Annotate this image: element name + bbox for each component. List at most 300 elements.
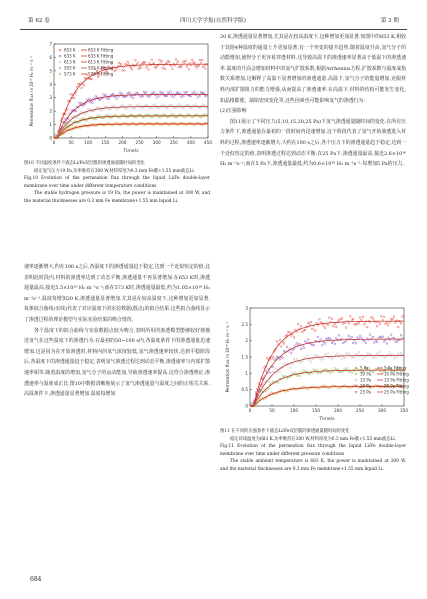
data-point — [331, 318, 333, 320]
data-point — [280, 346, 282, 348]
y-tick-label: 0 — [245, 403, 248, 409]
data-point — [366, 326, 368, 328]
data-point — [369, 334, 371, 336]
x-tick-label: 450 — [204, 140, 212, 145]
data-point — [125, 108, 127, 110]
data-point — [151, 59, 153, 61]
legend-label: 593 K Fitting — [88, 65, 114, 71]
data-point — [379, 323, 381, 325]
data-point — [275, 368, 277, 370]
data-point — [289, 366, 291, 368]
data-point — [113, 93, 115, 95]
data-point — [90, 108, 92, 110]
data-point — [129, 92, 131, 94]
y-tick-label: 2 — [245, 338, 248, 344]
data-point — [334, 323, 336, 325]
data-point — [376, 325, 378, 327]
legend-label: 633 K — [64, 53, 76, 59]
data-point — [174, 65, 176, 67]
x-tick-label: 150 — [312, 408, 320, 413]
y-tick-label: 0.5 — [241, 387, 248, 393]
data-point — [271, 358, 273, 360]
data-point — [185, 60, 187, 62]
legend-marker — [59, 73, 61, 75]
data-point — [310, 361, 312, 363]
y-tick-label: 6 — [49, 54, 52, 60]
data-point — [314, 330, 316, 332]
x-tick-label: 300 — [152, 140, 161, 145]
data-point — [296, 358, 298, 360]
data-point — [396, 357, 398, 359]
data-point — [300, 325, 302, 327]
data-point — [383, 316, 385, 318]
data-point — [361, 337, 363, 339]
data-point — [83, 85, 85, 87]
legend — [59, 48, 114, 77]
legend-label: 25 Pa — [360, 389, 372, 395]
data-point — [279, 358, 281, 360]
data-point — [320, 359, 322, 361]
data-point — [323, 358, 325, 360]
x-tick-label: 50 — [68, 140, 74, 145]
legend-label: 20 Pa Fitting — [384, 383, 409, 389]
data-point — [79, 102, 81, 104]
data-point — [348, 323, 350, 325]
data-point — [292, 363, 294, 365]
data-point — [299, 375, 301, 377]
y-tick-label: 0 — [49, 135, 52, 141]
data-point — [184, 91, 186, 93]
data-point — [309, 324, 311, 326]
data-point — [195, 104, 197, 106]
data-point — [372, 318, 374, 320]
figure10-note-cn: 稳定氢气压力19 Pa,功率维持在300 W,材料厚度为0.3 mm Fe膜+1.55 mm液态Li. — [34, 168, 195, 174]
data-point — [276, 372, 278, 374]
left-body-text — [24, 262, 210, 400]
data-point — [138, 104, 140, 106]
data-point — [297, 323, 299, 325]
legend-label: 613 K Fitting — [88, 59, 114, 65]
data-point — [307, 322, 309, 324]
data-point — [167, 107, 169, 109]
legend-marker — [59, 49, 61, 51]
data-point — [316, 369, 318, 371]
figure11-note-cn: 稳定环境温度为683 K,功率维持在300 W,材料厚度为0.3 mm Fe膜+1.55 mm液态Li. — [230, 436, 396, 442]
legend-marker — [59, 55, 61, 57]
data-point — [68, 118, 70, 120]
data-point — [302, 331, 304, 333]
data-point — [320, 339, 322, 341]
data-point — [290, 352, 292, 354]
data-point — [186, 91, 188, 93]
data-point — [397, 326, 399, 328]
x-tick-label: 200 — [334, 408, 342, 413]
data-point — [123, 70, 125, 72]
x-tick-label: 100 — [84, 140, 93, 145]
y-tick-label: 7 — [49, 41, 52, 47]
data-point — [295, 372, 297, 374]
data-point — [310, 321, 312, 323]
data-point — [389, 351, 391, 353]
data-point — [330, 372, 332, 374]
data-point — [389, 321, 391, 323]
data-point — [318, 318, 320, 320]
data-point — [402, 316, 404, 318]
data-point — [153, 91, 155, 93]
data-point — [283, 343, 285, 345]
data-point — [364, 340, 366, 342]
data-point — [151, 107, 153, 109]
data-point — [171, 65, 173, 67]
data-point — [149, 62, 151, 64]
data-point — [320, 372, 322, 374]
data-point — [311, 328, 313, 330]
data-point — [186, 66, 188, 68]
legend-marker — [355, 379, 357, 381]
page-number: 684 — [30, 576, 42, 583]
data-point — [324, 353, 326, 355]
data-point — [206, 107, 208, 109]
data-point — [376, 341, 378, 343]
data-point — [338, 334, 340, 336]
legend-label: 653 K Fitting — [88, 47, 114, 53]
data-point — [84, 113, 86, 115]
data-point — [153, 63, 155, 65]
data-point — [293, 358, 295, 360]
data-point — [351, 336, 353, 338]
data-point — [202, 104, 204, 106]
data-point — [375, 357, 377, 359]
data-point — [327, 324, 329, 326]
data-point — [365, 342, 367, 344]
x-tick-label: 100 — [290, 408, 298, 413]
data-point — [136, 116, 138, 118]
x-axis-label: Time/s — [123, 149, 139, 154]
data-point — [286, 346, 288, 348]
data-point — [394, 322, 396, 324]
figure10-caption — [24, 160, 210, 206]
legend-label: 10 Pa — [360, 371, 372, 377]
legend-label: 573 K — [64, 71, 76, 77]
data-point — [393, 358, 395, 360]
data-point — [159, 59, 161, 61]
data-point — [127, 61, 129, 63]
data-point — [88, 98, 90, 100]
left-paragraph-1: 速率逐渐增大,约在100 s之后,各温度下的渗透通量趋于稳定,达到一个近似恒定的值.这表明此时段内,材料的渗透率达到了动态平衡,渗透通量不再显著增加.在653 K时,渗透通量最高,接近5.5×10¹⁶ H₂ m⁻²s⁻¹;而在573 K时,渗透通量最低,约为1.05×10¹⁶ H₂ m⁻²s⁻¹.温度每增加20 K,渗透通量显著增加,尤其是在较高温度下,这种增加更加显著.每条拟合曲线(实线)代表了对应温度下的实验数据(散点)的拟合结果.这些拟合曲线显示了渗透过程的理论模型与实际实验结果的吻合情况. — [24, 264, 210, 323]
data-point — [166, 95, 168, 97]
issue-label: 第 3 期 — [380, 18, 399, 24]
data-point — [172, 68, 174, 70]
section-subheading: (2)压强影响 — [220, 108, 247, 115]
data-point — [265, 370, 267, 372]
data-point — [161, 60, 163, 62]
data-point — [278, 382, 280, 384]
data-point — [175, 58, 177, 60]
data-point — [109, 117, 111, 119]
legend-marker — [355, 373, 357, 375]
data-point — [54, 134, 56, 136]
data-point — [177, 61, 179, 63]
figure11-caption-cn: 图11 在不同的压强条件下液态Li/Fe双层膜的渗透通量随时间的变化 — [220, 429, 350, 434]
x-tick-label: 50 — [269, 408, 275, 413]
data-point — [108, 98, 110, 100]
data-point — [300, 348, 302, 350]
data-point — [266, 357, 268, 359]
data-point — [359, 335, 361, 337]
data-point — [145, 67, 147, 69]
left-paragraph-2: 各个温度下的拟合曲线与实验数据点较为吻合,表明所用的渗透模型能够较好地描述氢气在这些温度下的渗透行为.在最初的50~100 s内,各温度条件下的渗透通量迅速增加.这是因为在开始渗透时,材料内的氢气浓度较低,氢气渗透速率较快.达到平稳阶段后,各温度下的渗透通量趋于稳定,表明氢气渗透过程达到动态平衡,渗透速率与内部扩散速率相等.随着温度的增加,氢气分子的运动能加,导致渗透速率提高.这符合渗透理论,渗透速率与温度成正比.图10中数据清晰地展示了氢气渗透通量与温度之间的正相关关系.高温条件下,渗透通量显著增加.温度每增加 — [24, 327, 210, 398]
data-point — [197, 96, 199, 98]
data-point — [116, 98, 118, 100]
data-point — [383, 341, 385, 343]
data-point — [334, 343, 336, 345]
data-point — [120, 63, 122, 65]
data-point — [200, 116, 202, 118]
x-tick-label: 250 — [135, 140, 144, 145]
data-point — [188, 68, 190, 70]
data-point — [103, 94, 105, 96]
data-point — [119, 92, 121, 94]
data-point — [293, 336, 295, 338]
data-point — [393, 316, 395, 318]
data-point — [386, 322, 388, 324]
data-point — [140, 96, 142, 98]
legend-label: 15 Pa Fitting — [384, 377, 409, 383]
data-point — [400, 322, 402, 324]
data-point — [390, 334, 392, 336]
data-point — [165, 108, 167, 110]
data-point — [282, 375, 284, 377]
data-point — [337, 352, 339, 354]
data-point — [335, 337, 337, 339]
data-point — [372, 357, 374, 359]
data-point — [70, 93, 72, 95]
data-point — [309, 373, 311, 375]
data-point — [317, 336, 319, 338]
data-point — [145, 91, 147, 93]
data-point — [97, 106, 99, 108]
y-tick-label: 5 — [49, 68, 52, 74]
data-point — [351, 372, 353, 374]
y-tick-label: 2 — [49, 108, 52, 114]
fit-line — [250, 355, 404, 406]
y-tick-label: 3 — [49, 95, 52, 101]
data-point — [380, 315, 382, 317]
right-paragraph-2: 图11展示了不同压力(5,10,15,20,25 Pa)下氢气渗透通量随时间的变化.在所有压力条件下,渗透通量在最初的一段时间内迅速增加.这个阶段代表了氢气开始渗透进入材料的过程,渗透速率逐渐增大.大约在100 s之后,各个压力下的渗透通量趋于稳定,达到一个近似恒定的值,表明渗透过程达到动态平衡.在25 Pa下,渗透通量最高,接近2.6×10¹⁶ H₂ m⁻²s⁻¹;而在5 Pa下,渗透通量最低,约为0.6×10¹⁶ H₂ m⁻²s⁻¹.每增加5 Pa的压力, — [220, 118, 406, 168]
data-point — [168, 61, 170, 63]
data-point — [276, 341, 278, 343]
data-point — [202, 66, 204, 68]
x-tick-label: 250 — [356, 408, 364, 413]
data-point — [400, 352, 402, 354]
data-point — [118, 62, 120, 64]
x-tick-label: 200 — [118, 140, 127, 145]
data-point — [191, 107, 193, 109]
legend-label: 5 Pa Fitting — [384, 365, 407, 371]
data-point — [349, 315, 351, 317]
data-point — [302, 360, 304, 362]
data-point — [341, 358, 343, 360]
data-point — [191, 59, 193, 61]
data-point — [127, 107, 129, 109]
data-point — [334, 367, 336, 369]
data-point — [194, 91, 196, 93]
data-point — [296, 375, 298, 377]
data-point — [279, 371, 281, 373]
data-point — [272, 356, 274, 358]
data-point — [148, 69, 150, 71]
data-point — [352, 342, 354, 344]
volume-label: 第 62 卷 — [28, 18, 50, 24]
data-point — [335, 326, 337, 328]
data-point — [178, 66, 180, 68]
y-tick-label: 3 — [245, 305, 248, 311]
x-tick-label: 350 — [169, 140, 178, 145]
data-point — [164, 68, 166, 70]
data-point — [199, 59, 201, 61]
data-point — [114, 105, 116, 107]
y-axis-label: Permeation flux /×10¹⁶ H₂ m⁻² s⁻¹ — [225, 321, 230, 393]
data-point — [324, 343, 326, 345]
data-point — [269, 372, 271, 374]
data-point — [364, 323, 366, 325]
data-point — [304, 340, 306, 342]
data-point — [392, 353, 394, 355]
data-point — [358, 322, 360, 324]
data-point — [75, 110, 77, 112]
data-point — [296, 342, 298, 344]
data-point — [362, 316, 364, 318]
data-point — [143, 91, 145, 93]
legend-marker — [59, 61, 61, 63]
figure10-caption-en: Fig.10 Evolution of the permeation flux through the liquid Li/Fe double-layer membrane over time under different temperature conditions — [24, 176, 210, 189]
data-point — [100, 110, 102, 112]
data-point — [400, 334, 402, 336]
data-point — [285, 362, 287, 364]
data-point — [121, 69, 123, 71]
legend-label: 653 K — [64, 47, 76, 53]
data-point — [321, 344, 323, 346]
data-point — [178, 103, 180, 105]
data-point — [138, 68, 140, 70]
data-point — [195, 65, 197, 67]
y-tick-label: 2.5 — [241, 321, 248, 327]
x-tick-label: 0 — [248, 408, 252, 413]
x-tick-label: 300 — [378, 408, 386, 413]
figure10-note-en: The stable hydrogen pressure is 19 Pa, the power is maintained at 300 W, and the material thicknesses are 0.3 mm Fe membrane+1.55 mm liquid Li. — [24, 191, 210, 204]
data-point — [132, 97, 134, 99]
data-point — [125, 63, 127, 65]
legend-label: 573 K Fitting — [88, 71, 114, 77]
legend-label: 5 Pa — [360, 365, 369, 371]
figure10-chart — [24, 38, 216, 156]
data-point — [90, 101, 92, 103]
data-point — [352, 318, 354, 320]
data-point — [333, 325, 335, 327]
figure11-caption — [220, 428, 406, 474]
data-point — [372, 336, 374, 338]
y-tick-label: 1.5 — [241, 354, 248, 360]
figure11-note-en: The stable ambient temperature is 683 K, the power is maintained at 300 W, and the material thicknesses are 0.3 mm Fe membrane+1.55 mm liquid Li. — [220, 459, 406, 472]
data-point — [323, 325, 325, 327]
data-point — [331, 342, 333, 344]
data-point — [196, 67, 198, 69]
data-point — [128, 64, 130, 66]
data-point — [335, 354, 337, 356]
data-point — [265, 390, 267, 392]
x-tick-label: 350 — [400, 408, 408, 413]
data-point — [362, 358, 364, 360]
data-point — [140, 67, 142, 69]
data-point — [345, 353, 347, 355]
y-tick-label: 1 — [49, 122, 52, 128]
legend-label: 25 Pa Fitting — [384, 389, 409, 395]
data-point — [386, 343, 388, 345]
data-point — [361, 319, 363, 321]
data-point — [376, 353, 378, 355]
data-point — [286, 334, 288, 336]
data-point — [159, 95, 161, 97]
figure10-caption-cn: 图10 不同温度条件下液态Li/Fe双层膜的渗透通量随时间的变化 — [24, 161, 145, 166]
data-point — [162, 104, 164, 106]
data-point — [154, 104, 156, 106]
data-point — [201, 59, 203, 61]
legend-marker — [355, 391, 357, 393]
data-point — [87, 108, 89, 110]
data-point — [173, 96, 175, 98]
data-point — [387, 324, 389, 326]
figure11-chart — [220, 302, 412, 424]
data-point — [137, 62, 139, 64]
data-point — [81, 87, 83, 89]
data-point — [279, 339, 281, 341]
data-point — [355, 342, 357, 344]
data-point — [152, 104, 154, 106]
legend-label: 613 K — [64, 59, 76, 65]
data-point — [328, 317, 330, 319]
right-body-text — [220, 32, 406, 170]
running-header — [20, 16, 407, 28]
data-point — [299, 343, 301, 345]
x-tick-label: 150 — [101, 140, 110, 145]
legend-label: 593 K — [64, 65, 76, 71]
data-point — [303, 347, 305, 349]
data-point — [169, 91, 171, 93]
legend-marker — [59, 67, 61, 69]
data-point — [76, 116, 78, 118]
data-point — [358, 351, 360, 353]
data-point — [373, 342, 375, 344]
data-point — [387, 337, 389, 339]
data-point — [348, 353, 350, 355]
figure11-caption-en: Fig.11 Evolution of the permeation flux through the liquid Li/Fe double-layer membrane over time under different pressure conditions — [220, 444, 406, 457]
data-point — [156, 97, 158, 99]
y-axis-label: Permeation flux /×10¹⁶ H₂ m⁻² s⁻¹ — [29, 55, 34, 127]
data-point — [313, 369, 315, 371]
data-point — [347, 368, 349, 370]
legend-label: 10 Pa Fitting — [384, 371, 409, 377]
data-point — [162, 67, 164, 69]
data-point — [379, 351, 381, 353]
x-axis-label: Time/s — [319, 417, 335, 422]
data-point — [331, 358, 333, 360]
right-paragraph-1: 20 K,渗透通量显著增加,尤其是在较高温度下,这种增加更加显著.如图中的653 K,相较于其他4种温度的通量上升更加显著,有一个突变的提升趋势.随着温度升高,氢气分子的动能增加,使得分子更容易穿透材料.这导致高温下的渗透速率显著高于低温下的渗透速率.温度的升高会增加材料中的氢气扩散系数,根据Arrhenius方程,扩散系数与温度成指数关系增加,这解释了高温下显著增加的渗透通量.高温下,氢气分子的能量增加,克服材料内部扩散阻力的能力增强,从而提高了渗透速率.在高温下,材料的结构可能发生变化,如晶格膨胀、缺陷密度变化等,这些因素也可能影响氢气的渗透行为. — [220, 34, 406, 104]
data-point — [134, 59, 136, 61]
data-point — [199, 95, 201, 97]
data-point — [359, 317, 361, 319]
y-tick-label: 1 — [245, 370, 248, 376]
data-point — [295, 345, 297, 347]
